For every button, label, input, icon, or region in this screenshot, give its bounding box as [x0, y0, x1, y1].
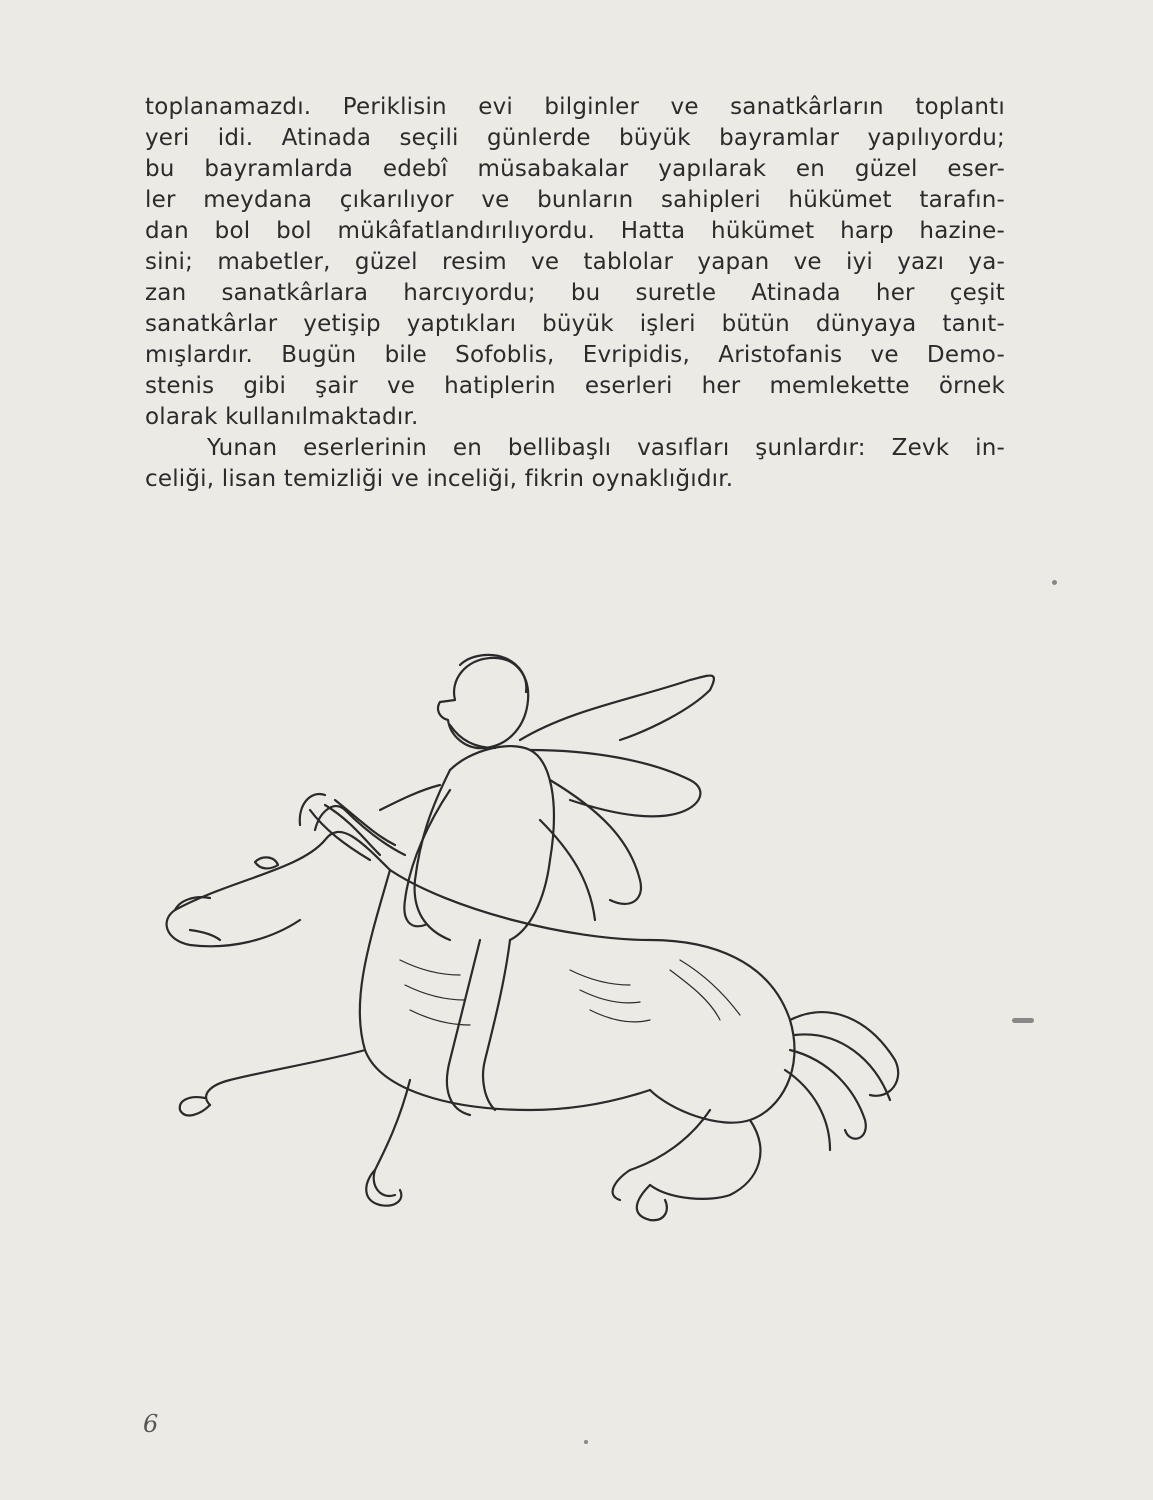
- paragraph-1: [145, 92, 1005, 433]
- text-line: bu bayramlarda edebî müsabakalar yapılarak en güzel eser-: [145, 156, 1005, 182]
- page-number: 6: [143, 1410, 159, 1438]
- text-line: dan bol bol mükâfatlandırılıyordu. Hatta hükümet harp hazine-: [145, 218, 1005, 244]
- text-line: sanatkârlar yetişip yaptıkları büyük işleri bütün dünyaya tanıt-: [145, 311, 1005, 337]
- text-line: olarak kullanılmaktadır.: [145, 404, 419, 430]
- horse-rider-illustration: [150, 640, 910, 1230]
- print-speck: [1012, 1018, 1034, 1023]
- text-line: Yunan eserlerinin en bellibaşlı vasıfları şunlardır: Zevk in-: [207, 435, 1005, 461]
- text-line: stenis gibi şair ve hatiplerin eserleri her memlekette örnek: [145, 373, 1005, 399]
- print-speck: [584, 1440, 588, 1444]
- text-line: zan sanatkârlara harcıyordu; bu suretle Atinada her çeşit: [145, 280, 1005, 306]
- paragraph-2: [145, 433, 1005, 495]
- text-line: mışlardır. Bugün bile Sofoblis, Evripidis, Aristofanis ve Demo-: [145, 342, 1005, 368]
- text-line: yeri idi. Atinada seçili günlerde büyük bayramlar yapılıyordu;: [145, 125, 1005, 151]
- print-speck: [1052, 580, 1057, 585]
- body-text: [145, 92, 1005, 495]
- text-line: toplanamazdı. Periklisin evi bilginler ve sanatkârların toplantı: [145, 94, 1005, 120]
- text-line: sini; mabetler, güzel resim ve tablolar yapan ve iyi yazı ya-: [145, 249, 1005, 275]
- text-line: celiği, lisan temizliği ve inceliği, fikrin oynaklığıdır.: [145, 466, 734, 492]
- text-line: ler meydana çıkarılıyor ve bunların sahipleri hükümet tarafın-: [145, 187, 1005, 213]
